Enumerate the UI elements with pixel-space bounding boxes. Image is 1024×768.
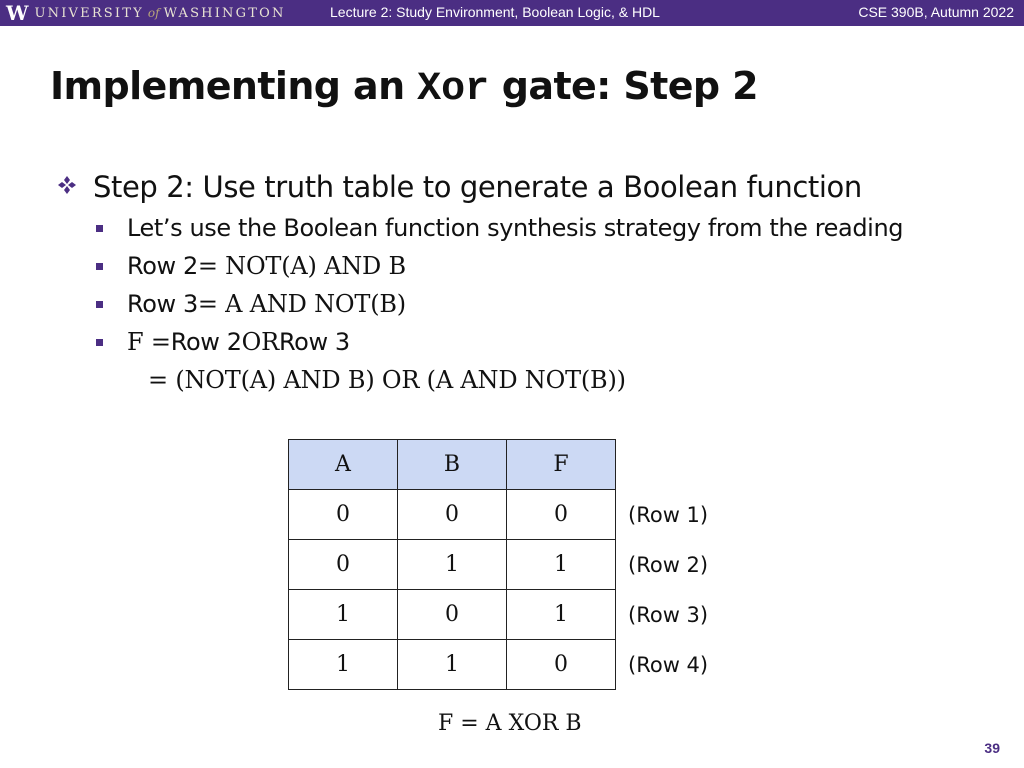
square-bullet-icon: [96, 225, 103, 232]
truth-table-header-row: [289, 440, 616, 490]
f-row3: Row 3: [278, 328, 350, 356]
xor-formula: F = A XOR B: [438, 711, 582, 736]
table-cell: 0: [507, 490, 616, 540]
square-bullet-icon: [96, 263, 103, 270]
sub-bullet-text: Let’s use the Boolean function synthesis strategy from the reading: [127, 214, 904, 242]
square-bullet-icon: [96, 339, 103, 346]
table-cell: 0: [398, 490, 507, 540]
table-row: [289, 540, 616, 590]
f-label: F =: [127, 328, 171, 356]
table-cell: 1: [398, 540, 507, 590]
table-cell: 1: [398, 640, 507, 690]
sub-bullet: [96, 209, 998, 247]
row3-label: Row 3: [127, 290, 198, 318]
table-row: [289, 640, 616, 690]
page-number: 39: [984, 740, 1000, 756]
header-cell-f: F: [507, 440, 616, 490]
f-or: OR: [241, 328, 279, 356]
row-label: (Row 1): [628, 503, 709, 527]
row-label: (Row 3): [628, 603, 709, 627]
course-title: CSE 390B, Autumn 2022: [858, 4, 1014, 20]
uw-logo: [6, 2, 286, 24]
bullet-list: [58, 165, 998, 399]
sub-bullet: [96, 323, 998, 361]
uw-w-icon: W: [6, 1, 29, 25]
table-cell: 1: [289, 640, 398, 690]
lecture-title: Lecture 2: Study Environment, Boolean Logic, & HDL: [330, 4, 660, 20]
square-bullet-icon: [96, 301, 103, 308]
table-cell: 0: [289, 490, 398, 540]
table-row: [289, 590, 616, 640]
sub-bullet: [96, 247, 998, 285]
row3-expression: = A AND NOT(B): [197, 290, 406, 318]
table-row: [289, 490, 616, 540]
row-label: (Row 4): [628, 653, 709, 677]
top-banner: [0, 0, 1024, 26]
f-row2: Row 2: [170, 328, 242, 356]
table-cell: 1: [289, 590, 398, 640]
main-bullet: [58, 165, 998, 209]
truth-table: [288, 439, 616, 690]
diamond-cluster-icon: [58, 175, 93, 199]
table-cell: 0: [289, 540, 398, 590]
row2-expression: = NOT(A) AND B: [197, 252, 406, 280]
sub-bullet: [96, 285, 998, 323]
table-cell: 1: [507, 540, 616, 590]
uw-wordmark: UNIVERSITY of WASHINGTON: [34, 5, 286, 21]
main-bullet-text: Step 2: Use truth table to generate a Boolean function: [93, 170, 862, 204]
table-cell: 1: [507, 590, 616, 640]
row-label-list: [628, 489, 708, 689]
sub-bullet-continuation: [148, 361, 998, 399]
row-label: (Row 2): [628, 553, 709, 577]
slide-title: Implementing an Xor gate: Step 2: [50, 64, 758, 112]
row2-label: Row 2: [127, 252, 198, 280]
header-cell-a: A: [289, 440, 398, 490]
header-cell-b: B: [398, 440, 507, 490]
xor-code-text: Xor: [417, 67, 490, 112]
f-expanded-expression: = (NOT(A) AND B) OR (A AND NOT(B)): [148, 366, 626, 394]
table-cell: 0: [507, 640, 616, 690]
table-cell: 0: [398, 590, 507, 640]
